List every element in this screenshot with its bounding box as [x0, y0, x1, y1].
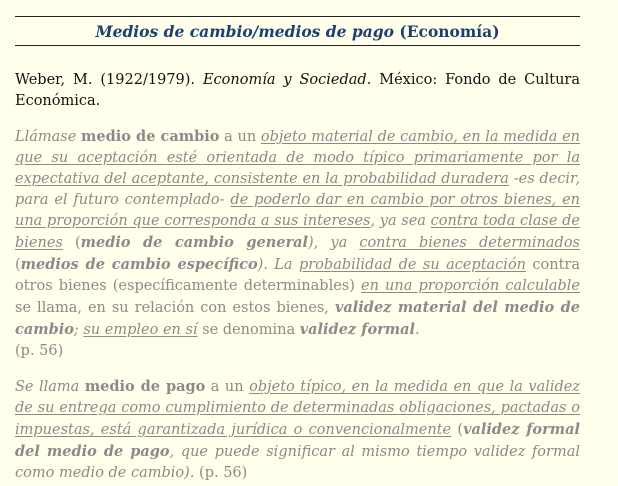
citation-author: Weber, M. (1922/1979).	[15, 72, 203, 88]
text-segment: , ya sea	[370, 213, 431, 229]
quote-paragraph-payment	[15, 376, 580, 484]
page-reference: (p. 56)	[15, 343, 64, 359]
text-segment: ;	[73, 322, 84, 338]
text-segment: contra otros bienes (específicamente determinables)	[15, 257, 581, 294]
term-medio-de-pago: medio de pago	[84, 378, 206, 395]
text-segment: -es decir, para el futuro contemplado-	[15, 171, 580, 208]
term-validez-formal: validez formal	[299, 321, 415, 338]
text-segment: .	[415, 322, 420, 338]
text-segment: Se llama	[15, 379, 85, 395]
underlined-phrase: su empleo en sí	[83, 322, 198, 338]
title-subject: (Economía)	[399, 21, 500, 41]
underlined-phrase: probabilidad de su aceptación	[298, 257, 527, 273]
text-segment: (	[451, 422, 464, 438]
underlined-definition: de poderlo dar en cambio por otros bienes, en una proporción que corresponda a sus intereses	[15, 192, 581, 229]
text-segment: se llama, en su relación con estos bienes,	[15, 300, 335, 316]
text-segment: , que puede significar al mismo tiempo validez formal como medio de cambio).	[15, 444, 580, 481]
text-segment: a un	[219, 129, 261, 145]
title-main: Medios de cambio/medios de pago	[95, 21, 394, 41]
underlined-phrase: contra bienes determinados	[359, 235, 580, 251]
citation-book-title: Economía y Sociedad	[202, 72, 367, 88]
underlined-phrase: contra toda clase de bienes	[15, 213, 580, 251]
term-medios-de-cambio-especifico: medios de cambio específico	[20, 256, 258, 273]
term-medio-de-cambio-general: medio de cambio general	[80, 234, 309, 251]
text-segment: a un	[205, 379, 250, 395]
quote-paragraph-exchange	[15, 126, 580, 362]
page-title	[15, 16, 580, 46]
text-segment: Llámase	[15, 129, 82, 145]
text-segment: se denomina	[197, 322, 300, 338]
text-segment: ), ya	[308, 235, 360, 251]
text-segment: (	[15, 257, 21, 273]
underlined-definition: objeto típico, en la medida en que la validez de su entrega como cumplimiento de determinadas obligaciones, pactadas o impuestas, está garantizada jurídica o convencionalmente	[15, 379, 580, 438]
bibliographic-citation	[15, 70, 580, 112]
underlined-definition: objeto material de cambio, en la medida en que su aceptación esté orientada de modo típico primariamente por la expectativa del aceptante, consistente en la probabilidad duradera	[15, 129, 581, 187]
page-reference: (p. 56)	[199, 465, 248, 481]
term-validez-material: validez material del medio de cambio	[15, 299, 580, 338]
citation-publisher: . México: Fondo de Cultura Económica.	[15, 72, 580, 109]
text-segment: ). La	[257, 257, 299, 273]
term-medio-de-cambio: medio de cambio	[81, 128, 220, 145]
document-page	[15, 0, 580, 484]
term-validez-formal-medio-de-pago: validez formal del medio de pago	[15, 421, 580, 460]
text-segment: (	[62, 235, 81, 251]
underlined-phrase: en una proporción calculable	[361, 278, 580, 294]
